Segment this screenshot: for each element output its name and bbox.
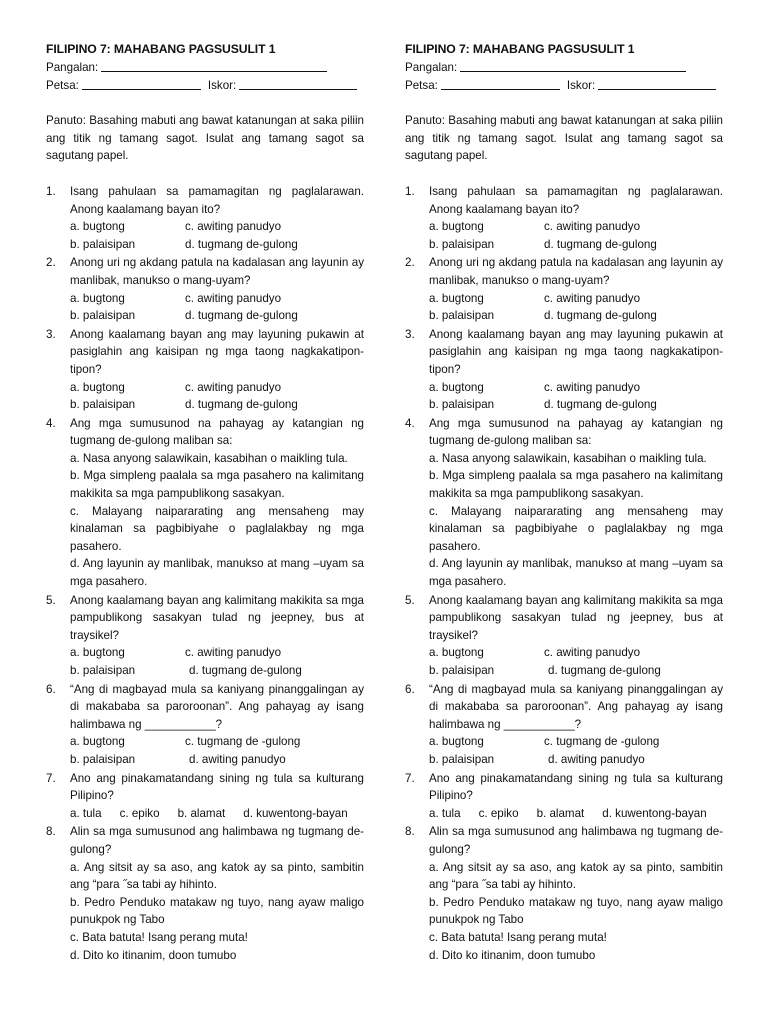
question-number: 8.	[405, 825, 415, 839]
question-3	[405, 326, 723, 414]
question-7	[405, 770, 723, 823]
option-c: c. Bata batuta! Isang perang muta!	[70, 930, 248, 944]
question-6	[46, 681, 364, 769]
question-number: 5.	[405, 593, 415, 607]
name-blank	[101, 59, 327, 72]
choice-a: a. bugtong	[70, 220, 125, 234]
choice-c: c. epiko	[119, 806, 160, 820]
choices	[429, 733, 723, 768]
option-a: a. Ang sitsit ay sa aso, ang katok ay sa pinto, sambitin ang “para ˝sa tabi ay hihinto.	[429, 860, 723, 892]
question-2	[405, 254, 723, 324]
option-b: b. Pedro Penduko matakaw ng tuyo, nang ayaw maligo punukpok ng Tabo	[70, 895, 364, 927]
question-8	[405, 823, 723, 964]
question-6	[405, 681, 723, 769]
choice-c: c. awiting panudyo	[544, 291, 641, 305]
question-text: “Ang di magbayad mula sa kaniyang pinanggalingan ay di makababa sa paroroonan”. Ang pahayag ay isang halimbawa ng ___________?	[70, 682, 364, 731]
name-label: Pangalan:	[46, 61, 99, 74]
question-text: Ang mga sumusunod na pahayag ay katangian ng tugmang de-gulong maliban sa:	[429, 416, 723, 448]
question-number: 6.	[405, 682, 415, 696]
option-c: c. Bata batuta! Isang perang muta!	[429, 930, 607, 944]
choices	[70, 290, 364, 325]
question-text: Anong kaalamang bayan ang may layuning pukawin at pasiglahin ang kaisipan ng mga taong nagkakatipon-tipon?	[429, 327, 723, 376]
date-score-field	[405, 77, 723, 95]
choice-d: d. tugmang de-gulong	[189, 664, 302, 677]
exam-title: FILIPINO 7: MAHABANG PAGSUSULIT 1	[46, 42, 276, 56]
question-text: Alin sa mga sumusunod ang halimbawa ng tugmang de-gulong?	[429, 825, 723, 856]
question-number: 2.	[46, 256, 56, 270]
choice-c: c. awiting panudyo	[185, 220, 282, 234]
choice-b: b. palaisipan	[429, 398, 495, 412]
date-blank	[82, 77, 201, 90]
score-label: Iskor:	[566, 78, 596, 92]
option-a: a. Nasa anyong salawikain, kasabihan o maikling tula.	[429, 451, 707, 465]
question-number: 2.	[405, 256, 415, 270]
choice-b: b. palaisipan	[429, 752, 495, 766]
choice-d: d. kuwentong-bayan	[243, 806, 348, 820]
choice-a: a. tula	[70, 806, 102, 820]
question-text: Isang pahulaan sa pamamagitan ng paglalarawan. Anong kaalamang bayan ito?	[429, 184, 723, 216]
score-label: Iskor:	[207, 78, 237, 92]
choice-b: b. palaisipan	[70, 664, 136, 677]
option-d: d. Dito ko itinanim, doon tumubo	[70, 948, 237, 962]
choices	[70, 218, 364, 253]
question-number: 6.	[46, 682, 56, 696]
date-label: Petsa:	[405, 78, 438, 92]
question-number: 1.	[46, 184, 56, 198]
score-blank	[598, 77, 716, 90]
option-a: a. Ang sitsit ay sa aso, ang katok ay sa pinto, sambitin ang “para ˝sa tabi ay hihinto.	[70, 860, 364, 892]
question-4	[405, 415, 723, 591]
name-label: Pangalan:	[405, 61, 458, 74]
choice-d: d. tugmang de-gulong	[544, 237, 657, 251]
option-d: d. Ang layunin ay manlibak, manukso at mang –uyam sa mga pasahero.	[70, 557, 364, 589]
date-label: Petsa:	[46, 78, 79, 92]
question-text: Isang pahulaan sa pamamagitan ng paglalarawan. Anong kaalamang bayan ito?	[70, 184, 364, 216]
choice-c: c. awiting panudyo	[544, 220, 641, 234]
question-5	[405, 592, 723, 680]
question-8	[46, 823, 364, 964]
question-text: Ang mga sumusunod na pahayag ay katangian ng tugmang de-gulong maliban sa:	[70, 416, 364, 448]
option-b: b. Mga simpleng paalala sa mga pasahero na kalimitang makikita sa mga pampublikong sasakyan.	[70, 469, 364, 501]
choice-d: d. tugmang de-gulong	[548, 664, 661, 677]
exam-copy-left	[46, 41, 364, 965]
choice-d: d. tugmang de-gulong	[185, 309, 298, 323]
question-text: Anong uri ng akdang patula na kadalasan ang layunin ay manlibak, manukso o mang-uyam?	[70, 256, 364, 287]
choice-b: b. alamat	[536, 806, 585, 820]
choice-a: a. bugtong	[70, 646, 125, 660]
question-text: Ano ang pinakamatandang sining ng tula sa kulturang Pilipino?	[70, 771, 364, 803]
option-b: b. Pedro Penduko matakaw ng tuyo, nang ayaw maligo punukpok ng Tabo	[429, 895, 723, 927]
choice-b: b. palaisipan	[429, 309, 495, 323]
option-a: a. Nasa anyong salawikain, kasabihan o maikling tula.	[70, 451, 348, 465]
choice-a: a. bugtong	[429, 291, 484, 305]
choice-c: c. tugmang de -gulong	[544, 735, 660, 749]
choice-d: d. awiting panudyo	[548, 752, 645, 766]
question-list	[405, 183, 723, 964]
choice-a: a. bugtong	[70, 380, 125, 394]
choice-b: b. palaisipan	[70, 237, 136, 251]
option-c: c. Malayang naipararating ang mensaheng may kinalaman sa pagbibiyahe o paglalakbay ng mga pasahero.	[70, 504, 364, 553]
question-1	[405, 183, 723, 253]
question-number: 3.	[405, 327, 415, 341]
choice-d: d. tugmang de-gulong	[544, 309, 657, 323]
name-field	[405, 59, 723, 77]
choices	[429, 805, 723, 823]
question-1	[46, 183, 364, 253]
instructions: Panuto: Basahing mabuti ang bawat katanungan at saka piliin ang titik ng tamang sagot. Isulat ang tamang sagot sa sagutang papel.	[405, 114, 723, 163]
choice-a: a. bugtong	[429, 220, 484, 234]
choice-b: b. palaisipan	[70, 752, 136, 766]
choices	[70, 805, 364, 823]
choice-b: b. palaisipan	[429, 664, 495, 677]
choices	[429, 290, 723, 325]
question-number: 4.	[46, 416, 56, 430]
date-score-field	[46, 77, 364, 95]
option-c: c. Malayang naipararating ang mensaheng may kinalaman sa pagbibiyahe o paglalakbay ng mga pasahero.	[429, 504, 723, 553]
question-text: Anong kaalamang bayan ang kalimitang makikita sa mga pampublikong sasakyan tulad ng jeepney, bus at traysikel?	[429, 593, 723, 642]
question-text: Alin sa mga sumusunod ang halimbawa ng tugmang de-gulong?	[70, 825, 364, 856]
question-text: Anong kaalamang bayan ang may layuning pukawin at pasiglahin ang kaisipan ng mga taong nagkakatipon-tipon?	[70, 327, 364, 376]
choices	[429, 379, 723, 414]
date-blank	[441, 77, 560, 90]
choice-a: a. bugtong	[429, 646, 484, 660]
choices	[70, 379, 364, 414]
question-3	[46, 326, 364, 414]
name-blank	[460, 59, 686, 72]
choice-c: c. awiting panudyo	[185, 380, 282, 394]
choice-c: c. awiting panudyo	[544, 646, 641, 660]
option-d: d. Ang layunin ay manlibak, manukso at mang –uyam sa mga pasahero.	[429, 557, 723, 589]
choice-d: d. tugmang de-gulong	[185, 398, 298, 412]
question-number: 5.	[46, 593, 56, 607]
choice-a: a. tula	[429, 806, 461, 820]
choices	[429, 644, 723, 679]
choices	[429, 218, 723, 253]
choice-c: c. tugmang de -gulong	[185, 735, 301, 749]
choice-c: c. awiting panudyo	[185, 646, 282, 660]
option-d: d. Dito ko itinanim, doon tumubo	[429, 948, 596, 962]
question-text: Anong kaalamang bayan ang kalimitang makikita sa mga pampublikong sasakyan tulad ng jeepney, bus at traysikel?	[70, 593, 364, 642]
choices	[70, 644, 364, 679]
choice-b: b. palaisipan	[70, 398, 136, 412]
choice-d: d. tugmang de-gulong	[544, 398, 657, 412]
question-number: 7.	[405, 771, 415, 785]
question-number: 3.	[46, 327, 56, 341]
choice-b: b. palaisipan	[70, 309, 136, 323]
question-text: Anong uri ng akdang patula na kadalasan ang layunin ay manlibak, manukso o mang-uyam?	[429, 256, 723, 287]
choice-a: a. bugtong	[429, 380, 484, 394]
choice-a: a. bugtong	[70, 291, 125, 305]
question-4	[46, 415, 364, 591]
choice-a: a. bugtong	[429, 735, 484, 749]
choices	[70, 733, 364, 768]
choice-b: b. alamat	[177, 806, 226, 820]
question-number: 8.	[46, 825, 56, 839]
choice-c: c. epiko	[478, 806, 519, 820]
question-text: Ano ang pinakamatandang sining ng tula sa kulturang Pilipino?	[429, 771, 723, 803]
choice-d: d. awiting panudyo	[189, 752, 286, 766]
question-text: “Ang di magbayad mula sa kaniyang pinanggalingan ay di makababa sa paroroonan”. Ang pahayag ay isang halimbawa ng ___________?	[429, 682, 723, 731]
question-number: 4.	[405, 416, 415, 430]
choice-d: d. kuwentong-bayan	[602, 806, 707, 820]
choice-b: b. palaisipan	[429, 237, 495, 251]
question-5	[46, 592, 364, 680]
exam-copy-right	[405, 41, 723, 965]
choice-c: c. awiting panudyo	[185, 291, 282, 305]
option-b: b. Mga simpleng paalala sa mga pasahero na kalimitang makikita sa mga pampublikong sasakyan.	[429, 469, 723, 501]
question-number: 7.	[46, 771, 56, 785]
choice-c: c. awiting panudyo	[544, 380, 641, 394]
exam-title: FILIPINO 7: MAHABANG PAGSUSULIT 1	[405, 42, 635, 56]
question-list	[46, 183, 364, 964]
choice-a: a. bugtong	[70, 735, 125, 749]
instructions: Panuto: Basahing mabuti ang bawat katanungan at saka piliin ang titik ng tamang sagot. Isulat ang tamang sagot sa sagutang papel.	[46, 114, 364, 163]
question-2	[46, 254, 364, 324]
question-7	[46, 770, 364, 823]
question-number: 1.	[405, 184, 415, 198]
choice-d: d. tugmang de-gulong	[185, 237, 298, 251]
score-blank	[239, 77, 357, 90]
name-field	[46, 59, 364, 77]
